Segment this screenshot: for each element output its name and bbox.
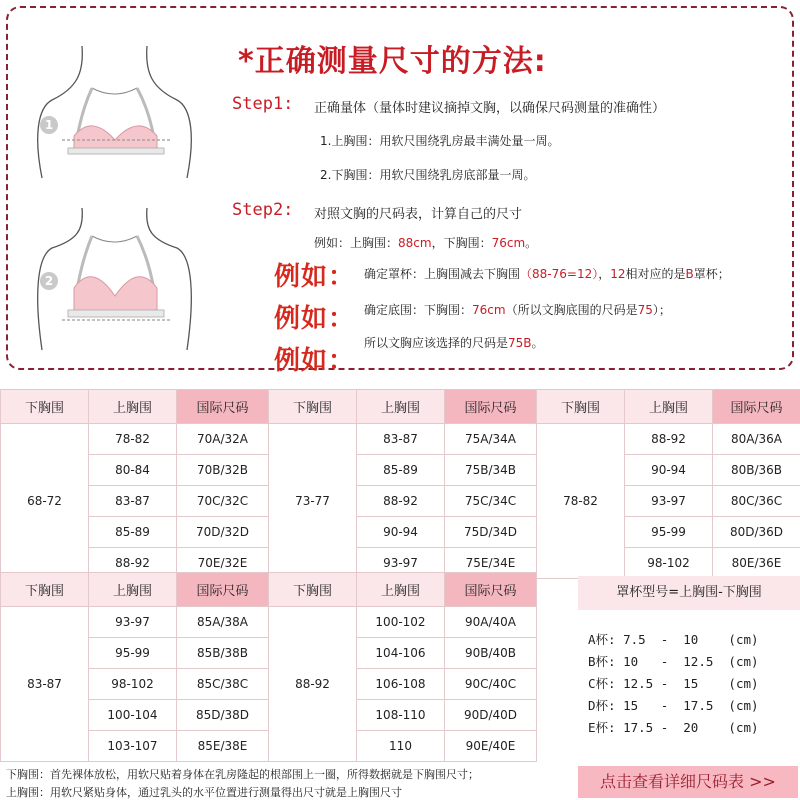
header-intl-size: 国际尺码: [177, 573, 269, 607]
figure-number-1: 1: [40, 116, 58, 134]
over-bust-range: 90-94: [357, 517, 445, 548]
header-under-bust: 下胸围: [269, 390, 357, 424]
header-under-bust: 下胸围: [1, 390, 89, 424]
table-header-row: [1, 390, 800, 424]
intl-size: 70A/32A: [177, 424, 269, 455]
ex3-end: 。: [531, 336, 544, 350]
over-bust-range: 108-110: [357, 700, 445, 731]
header-over-bust: 上胸围: [89, 573, 177, 607]
over-bust-range: 83-87: [357, 424, 445, 455]
intl-size: 85B/38B: [177, 638, 269, 669]
over-bust-range: 95-99: [89, 638, 177, 669]
size-table-bottom: [0, 572, 537, 762]
cup-row-e: E杯: 17.5 - 20 (cm): [588, 720, 759, 735]
example-label-1: 例如：: [274, 262, 356, 292]
over-bust-range: 88-92: [89, 548, 177, 579]
guide-title: *正确测量尺寸的方法:: [238, 44, 547, 79]
over-bust-range: 78-82: [89, 424, 177, 455]
example-label-2: 例如：: [274, 304, 356, 334]
figure-upper-bust: [22, 28, 212, 198]
header-over-bust: 上胸围: [625, 390, 713, 424]
over-bust-range: 90-94: [625, 455, 713, 486]
over-bust-range: 80-84: [89, 455, 177, 486]
cup-row-d: D杯: 15 - 17.5 (cm): [588, 698, 759, 713]
intl-size: 80D/36D: [713, 517, 800, 548]
header-intl-size: 国际尺码: [445, 573, 537, 607]
figure-under-bust: [22, 200, 212, 370]
header-intl-size: 国际尺码: [713, 390, 800, 424]
over-bust-range: 93-97: [357, 548, 445, 579]
cup-row-a: A杯: 7.5 - 10 (cm): [588, 632, 759, 647]
table-row: [1, 486, 800, 517]
intl-size: 75B/34B: [445, 455, 537, 486]
ex2-end: ）；: [652, 303, 671, 317]
intl-size: 80B/36B: [713, 455, 800, 486]
header-under-bust: 下胸围: [537, 390, 625, 424]
example-end: 。: [525, 236, 538, 250]
intl-size: 75D/34D: [445, 517, 537, 548]
step1-title: Step1:: [232, 94, 294, 114]
intl-size: 85A/38A: [177, 607, 269, 638]
ex2-mid: （所以文胸底围的尺码是: [505, 303, 638, 317]
over-bust-range: 88-92: [357, 486, 445, 517]
cup-row-c: C杯: 12.5 - 15 (cm): [588, 676, 759, 691]
example-mid: ，下胸围：: [431, 236, 492, 250]
table-row: [1, 455, 800, 486]
cup-row-b: B杯: 10 - 12.5 (cm): [588, 654, 759, 669]
example-cup-line: [364, 265, 730, 282]
over-bust-range: 103-107: [89, 731, 177, 762]
view-size-chart-button[interactable]: 点击查看详细尺码表 >>: [578, 766, 798, 798]
table-row: [1, 517, 800, 548]
header-over-bust: 上胸围: [357, 390, 445, 424]
over-bust-range: 98-102: [89, 669, 177, 700]
intl-size: 75A/34A: [445, 424, 537, 455]
step2-text: 对照文胸的尺码表，计算自己的尺寸: [314, 207, 523, 222]
intl-size: 80E/36E: [713, 548, 800, 579]
figure-number-2: 2: [40, 272, 58, 290]
intl-size: 90A/40A: [445, 607, 537, 638]
under-bust-range: 78-82: [537, 424, 625, 579]
over-bust-range: 98-102: [625, 548, 713, 579]
ex1-mid: ，: [598, 267, 611, 281]
over-bust-range: 93-97: [89, 607, 177, 638]
under-bust-range: 88-92: [269, 607, 357, 762]
over-bust-range: 93-97: [625, 486, 713, 517]
example-prefix: 例如：上胸围：: [314, 236, 399, 250]
over-bust-range: 100-102: [357, 607, 445, 638]
intl-size: 90E/40E: [445, 731, 537, 762]
ex2-prefix: 确定底围：下胸围：: [364, 303, 473, 317]
intl-size: 90C/40C: [445, 669, 537, 700]
measurement-guide-card: [6, 6, 794, 376]
intl-size: 85D/38D: [177, 700, 269, 731]
intl-size: 75C/34C: [445, 486, 537, 517]
ex1-num: 12: [610, 267, 626, 281]
intl-size: 75E/34E: [445, 548, 537, 579]
table-row: [1, 424, 800, 455]
ex1-cup: B: [685, 267, 694, 281]
ex1-mid2: 相对应的是: [625, 267, 686, 281]
header-over-bust: 上胸围: [89, 390, 177, 424]
ex1-end: 罩杯；: [693, 267, 730, 281]
header-intl-size: 国际尺码: [445, 390, 537, 424]
table-row: [1, 607, 537, 638]
intl-size: 70B/32B: [177, 455, 269, 486]
cup-size-legend: [578, 576, 800, 756]
intl-size: 85E/38E: [177, 731, 269, 762]
intl-size: 70D/32D: [177, 517, 269, 548]
step1-item-lower: 2.下胸围：用软尺围绕乳房底部量一周。: [320, 168, 536, 182]
example-lower-value: 76cm: [491, 236, 526, 250]
under-bust-range: 83-87: [1, 607, 89, 762]
over-bust-range: 83-87: [89, 486, 177, 517]
header-over-bust: 上胸围: [357, 573, 445, 607]
step1-text: 正确量体（量体时建议摘掉文胸，以确保尺码测量的准确性）: [314, 101, 666, 116]
intl-size: 80C/36C: [713, 486, 800, 517]
intl-size: 70E/32E: [177, 548, 269, 579]
step2-title: Step2:: [232, 200, 294, 220]
ex1-prefix: 确定罩杯：上胸围减去下胸围: [364, 267, 521, 281]
over-bust-range: 110: [357, 731, 445, 762]
intl-size: 90B/40B: [445, 638, 537, 669]
size-table-top: [0, 389, 800, 579]
ex2-size: 75: [637, 303, 653, 317]
ex3-size: 75B: [508, 336, 532, 350]
example-band-line: [364, 301, 671, 318]
intl-size: 70C/32C: [177, 486, 269, 517]
header-under-bust: 下胸围: [269, 573, 357, 607]
intl-size: 85C/38C: [177, 669, 269, 700]
over-bust-range: 104-106: [357, 638, 445, 669]
example-line: [314, 234, 537, 251]
example-upper-value: 88cm: [398, 236, 432, 250]
example-result-line: [364, 334, 544, 351]
over-bust-range: 95-99: [625, 517, 713, 548]
cup-formula-title: 罩杯型号=上胸围-下胸围: [578, 576, 800, 610]
over-bust-range: 85-89: [89, 517, 177, 548]
over-bust-range: 85-89: [357, 455, 445, 486]
intl-size: 80A/36A: [713, 424, 800, 455]
under-bust-range: 73-77: [269, 424, 357, 579]
footer-under-bust-note: 下胸围：首先裸体放松，用软尺贴着身体在乳房隆起的根部围上一圈，所得数据就是下胸围尺寸；: [6, 768, 479, 781]
over-bust-range: 88-92: [625, 424, 713, 455]
over-bust-range: 106-108: [357, 669, 445, 700]
ex1-formula: （88-76=12）: [520, 267, 599, 281]
footer-over-bust-note: 上胸围：用软尺紧贴身体，通过乳头的水平位置进行测量得出尺寸就是上胸围尺寸: [6, 786, 402, 799]
intl-size: 90D/40D: [445, 700, 537, 731]
step1-item-upper: 1.上胸围：用软尺围绕乳房最丰满处量一周。: [320, 134, 560, 148]
header-intl-size: 国际尺码: [177, 390, 269, 424]
over-bust-range: 100-104: [89, 700, 177, 731]
header-under-bust: 下胸围: [1, 573, 89, 607]
ex3-prefix: 所以文胸应该选择的尺码是: [364, 336, 509, 350]
under-bust-range: 68-72: [1, 424, 89, 579]
example-label-3: 例如：: [274, 346, 356, 376]
ex2-value: 76cm: [472, 303, 506, 317]
table-header-row: [1, 573, 537, 607]
upper-bust-illustration: [22, 28, 212, 198]
